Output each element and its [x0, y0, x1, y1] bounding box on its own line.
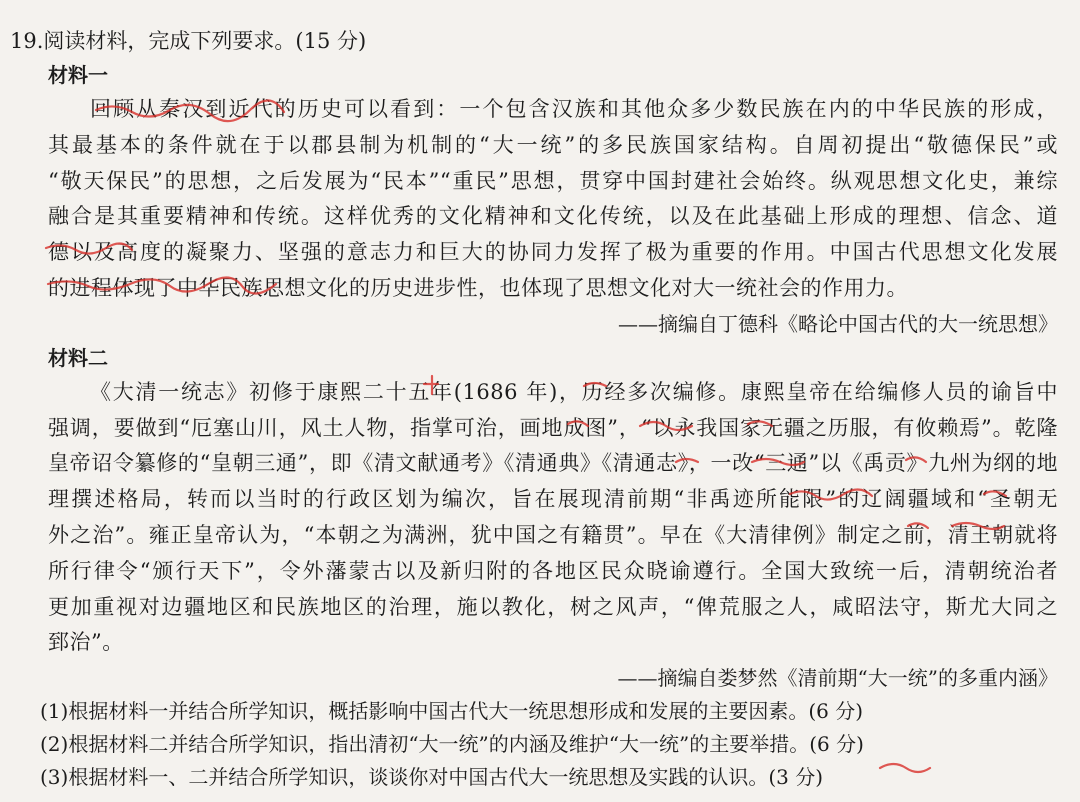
material1-line: 的进程体现了中华民族思想文化的历史进步性，也体现了思想文化对大一统社会的作用力。 — [48, 275, 908, 300]
material1-heading: 材料一 — [48, 63, 108, 87]
material2-line: 郅治”。 — [48, 630, 124, 655]
material1-line: 德以及高度的凝聚力、坚强的意志力和巨大的协同力发挥了极为重要的作用。中国古代思想文化发展 — [48, 240, 1058, 265]
material2-line: 《大清一统志》初修于康熙二十五年(1686 年)，历经多次编修。康熙皇帝在给编修人员的谕旨中 — [90, 379, 1058, 404]
question-prompt: 阅读材料，完成下列要求。(15 分) — [43, 29, 367, 53]
material1-line: 回顾从秦汉到近代的历史可以看到：一个包含汉族和其他众多少数民族在内的中华民族的形成， — [90, 97, 1058, 121]
subquestion-1: (1)根据材料一并结合所学知识，概括影响中国古代大一统思想形成和发展的主要因素。(6 分) — [40, 699, 864, 724]
material2-line: 外之治”。雍正皇帝认为，“本朝之为满洲，犹中国之有籍贯”。早在《大清律例》制定之前，清王朝就将 — [48, 522, 1058, 547]
subquestion-3: (3)根据材料一、二并结合所学知识，谈谈你对中国古代大一统思想及实践的认识。(3 分) — [40, 765, 824, 790]
material1-line: “敬天保民”的思想，之后发展为“民本”“重民”思想，贯穿中国封建社会始终。纵观思想文化史，兼综 — [48, 168, 1058, 193]
question-number: 19. — [10, 29, 44, 53]
material2-heading: 材料二 — [48, 345, 108, 370]
material1-line: 融合是其重要精神和传统。这样优秀的文化精神和文化传统，以及在此基础上形成的理想、信念、道 — [48, 204, 1058, 229]
material1-line: 其最基本的条件就在于以郡县制为机制的“大一统”的多民族国家结构。自周初提出“敬德保民”或 — [48, 132, 1058, 157]
material2-line: 理撰述格局，转而以当时的行政区划为编次，旨在展现清前期“非禹迹所能限”的辽阔疆域和“圣朝无 — [48, 487, 1058, 512]
material2-line: 皇帝诏令纂修的“皇朝三通”，即《清文献通考》《清通典》《清通志》，一改“三通”以《禹贡》九州为纲的地 — [48, 451, 1058, 476]
material2-line: 更加重视对边疆地区和民族地区的治理，施以教化，树之风声，“俾荒服之人，咸昭法守，斯尤大同之 — [48, 594, 1058, 619]
material2-source: ——摘编自娄梦然《清前期“大一统”的多重内涵》 — [617, 666, 1058, 691]
material2-line: 强调，要做到“厄塞山川，风土人物，指掌可治，画地成图”，“以永我国家无疆之历服，有攸赖焉”。乾隆 — [48, 415, 1058, 440]
subquestion-2: (2)根据材料二并结合所学知识，指出清初“大一统”的内涵及维护“大一统”的主要举措。(6 分) — [40, 732, 864, 757]
material2-line: 所行律令“颁行天下”，令外藩蒙古以及新归附的各地区民众晓谕遵行。全国大致统一后，清朝统治者 — [48, 558, 1058, 583]
material1-source: ——摘编自丁德科《略论中国古代的大一统思想》 — [618, 311, 1058, 336]
question-header — [10, 24, 1058, 58]
material2-body — [48, 375, 1058, 661]
material1-body — [48, 92, 1058, 307]
